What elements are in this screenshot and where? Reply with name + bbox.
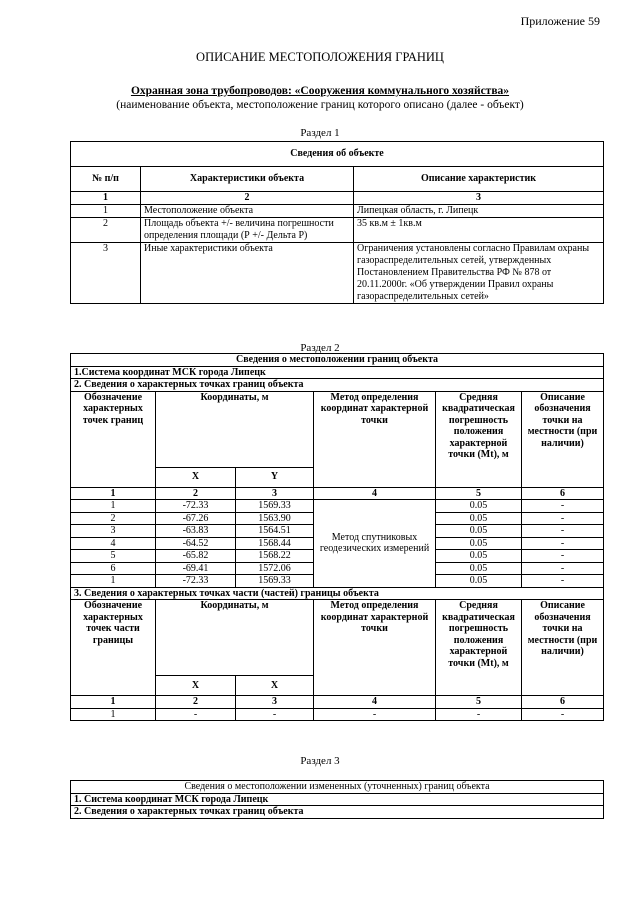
- error-value: 0.05: [436, 537, 522, 550]
- points-title: 2. Сведения о характерных точках границ объекта: [71, 379, 604, 392]
- x-value: -69.41: [156, 562, 236, 575]
- desc-value: -: [522, 575, 604, 588]
- appendix-label: Приложение 59: [520, 14, 600, 28]
- coords-header: Координаты, м: [156, 391, 314, 467]
- point-id: 3: [71, 525, 156, 538]
- characteristic-name: Иные характеристики объекта: [141, 243, 354, 304]
- x-header: X: [236, 676, 314, 696]
- desc-value: -: [522, 500, 604, 513]
- y-header: Y: [236, 467, 314, 487]
- coordinate-system: 1.Система координат МСК города Липецк: [71, 366, 604, 379]
- row-number: 1: [71, 205, 141, 218]
- point-id: 4: [71, 537, 156, 550]
- desc-header: Описание обозначения точки на местности (при наличии): [522, 600, 604, 696]
- parts-title: 3. Сведения о характерных точках части (частей) границы объекта: [71, 587, 604, 600]
- characteristic-name: Местоположение объекта: [141, 205, 354, 218]
- table-row: [71, 500, 604, 513]
- error-value: -: [436, 708, 522, 721]
- coordinate-system: 1. Система координат МСК города Липецк: [71, 793, 604, 806]
- error-value: 0.05: [436, 525, 522, 538]
- x-header: X: [156, 676, 236, 696]
- column-number: 4: [314, 696, 436, 709]
- x-value: -: [236, 708, 314, 721]
- y-value: 1568.22: [236, 550, 314, 563]
- characteristic-desc: Липецкая область, г. Липецк: [354, 205, 604, 218]
- table-title: Сведения о местоположении границ объекта: [71, 354, 604, 367]
- x-value: -72.33: [156, 500, 236, 513]
- error-header: Средняя квадратическая погрешность положения характерной точки (Mt), м: [436, 391, 522, 487]
- object-title: Охранная зона трубопроводов: «Сооружения коммунального хозяйства»: [130, 85, 510, 97]
- table-row: [71, 218, 604, 243]
- error-value: 0.05: [436, 550, 522, 563]
- column-number: 6: [522, 487, 604, 500]
- section1-caption: Раздел 1: [300, 127, 340, 139]
- error-header: Средняя квадратическая погрешность положения характерной точки (Mt), м: [436, 600, 522, 696]
- points-title: 2. Сведения о характерных точках границ объекта: [71, 806, 604, 819]
- error-value: 0.05: [436, 575, 522, 588]
- column-number: 1: [71, 487, 156, 500]
- y-value: 1563.90: [236, 512, 314, 525]
- x-value: -63.83: [156, 525, 236, 538]
- document-heading: ОПИСАНИЕ МЕСТОПОЛОЖЕНИЯ ГРАНИЦ: [196, 50, 444, 64]
- section3-caption: Раздел 3: [300, 755, 340, 767]
- characteristic-name: Площадь объекта +/- величина погрешности определения площади (Р +/- Дельта Р): [141, 218, 354, 243]
- x-value: -67.26: [156, 512, 236, 525]
- error-value: 0.05: [436, 500, 522, 513]
- column-number: 2: [156, 696, 236, 709]
- point-id: 5: [71, 550, 156, 563]
- table-title: Сведения об объекте: [71, 142, 604, 167]
- column-number: 2: [156, 487, 236, 500]
- column-header: № п/п: [71, 167, 141, 192]
- desc-value: -: [522, 512, 604, 525]
- characteristic-desc: Ограничения установлены согласно Правилам охраны газораспределительных сетей, утвержденных Постановлением Правительства РФ № 878 от 20.11.2000г. «Об утверждении Правил охраны газораспределительных сетей»: [354, 243, 604, 304]
- column-number: 1: [71, 192, 141, 205]
- method-value: Метод спутниковых геодезических измерений: [314, 500, 436, 588]
- point-header: Обозначение характерных точек части границы: [71, 600, 156, 696]
- object-subtitle: [0, 84, 640, 112]
- point-id: 2: [71, 512, 156, 525]
- row-number: 3: [71, 243, 141, 304]
- x-value: -65.82: [156, 550, 236, 563]
- x-value: -64.52: [156, 537, 236, 550]
- column-number: 2: [141, 192, 354, 205]
- x-header: X: [156, 467, 236, 487]
- changed-boundaries-table: [70, 780, 604, 819]
- x-value: -72.33: [156, 575, 236, 588]
- desc-value: -: [522, 562, 604, 575]
- y-value: 1564.51: [236, 525, 314, 538]
- column-number: 3: [354, 192, 604, 205]
- column-number: 3: [236, 696, 314, 709]
- y-value: 1569.33: [236, 500, 314, 513]
- desc-value: -: [522, 537, 604, 550]
- column-number: 5: [436, 487, 522, 500]
- table-row: [71, 708, 604, 721]
- error-value: 0.05: [436, 512, 522, 525]
- section2-caption: Раздел 2: [300, 342, 340, 354]
- x-value: -: [156, 708, 236, 721]
- column-number: 4: [314, 487, 436, 500]
- point-id: 6: [71, 562, 156, 575]
- column-number: 3: [236, 487, 314, 500]
- desc-value: -: [522, 525, 604, 538]
- table-row: [71, 243, 604, 304]
- desc-value: -: [522, 550, 604, 563]
- row-number: 2: [71, 218, 141, 243]
- boundary-points-table: [70, 353, 604, 721]
- coords-header: Координаты, м: [156, 600, 314, 676]
- point-id: 1: [71, 575, 156, 588]
- method-value: -: [314, 708, 436, 721]
- error-value: 0.05: [436, 562, 522, 575]
- column-number: 5: [436, 696, 522, 709]
- point-id: 1: [71, 708, 156, 721]
- table-row: [71, 205, 604, 218]
- method-header: Метод определения координат характерной точки: [314, 600, 436, 696]
- column-header: Описание характеристик: [354, 167, 604, 192]
- method-header: Метод определения координат характерной точки: [314, 391, 436, 487]
- object-note: (наименование объекта, местоположение границ которого описано (далее - объект): [116, 99, 524, 111]
- y-value: 1568.44: [236, 537, 314, 550]
- y-value: 1572.06: [236, 562, 314, 575]
- desc-header: Описание обозначения точки на местности (при наличии): [522, 391, 604, 487]
- y-value: 1569.33: [236, 575, 314, 588]
- column-number: 1: [71, 696, 156, 709]
- desc-value: -: [522, 708, 604, 721]
- object-info-table: [70, 141, 604, 304]
- point-header: Обозначение характерных точек границ: [71, 391, 156, 487]
- table-title: Сведения о местоположении измененных (уточненных) границ объекта: [71, 781, 604, 794]
- characteristic-desc: 35 кв.м ± 1кв.м: [354, 218, 604, 243]
- point-id: 1: [71, 500, 156, 513]
- column-number: 6: [522, 696, 604, 709]
- column-header: Характеристики объекта: [141, 167, 354, 192]
